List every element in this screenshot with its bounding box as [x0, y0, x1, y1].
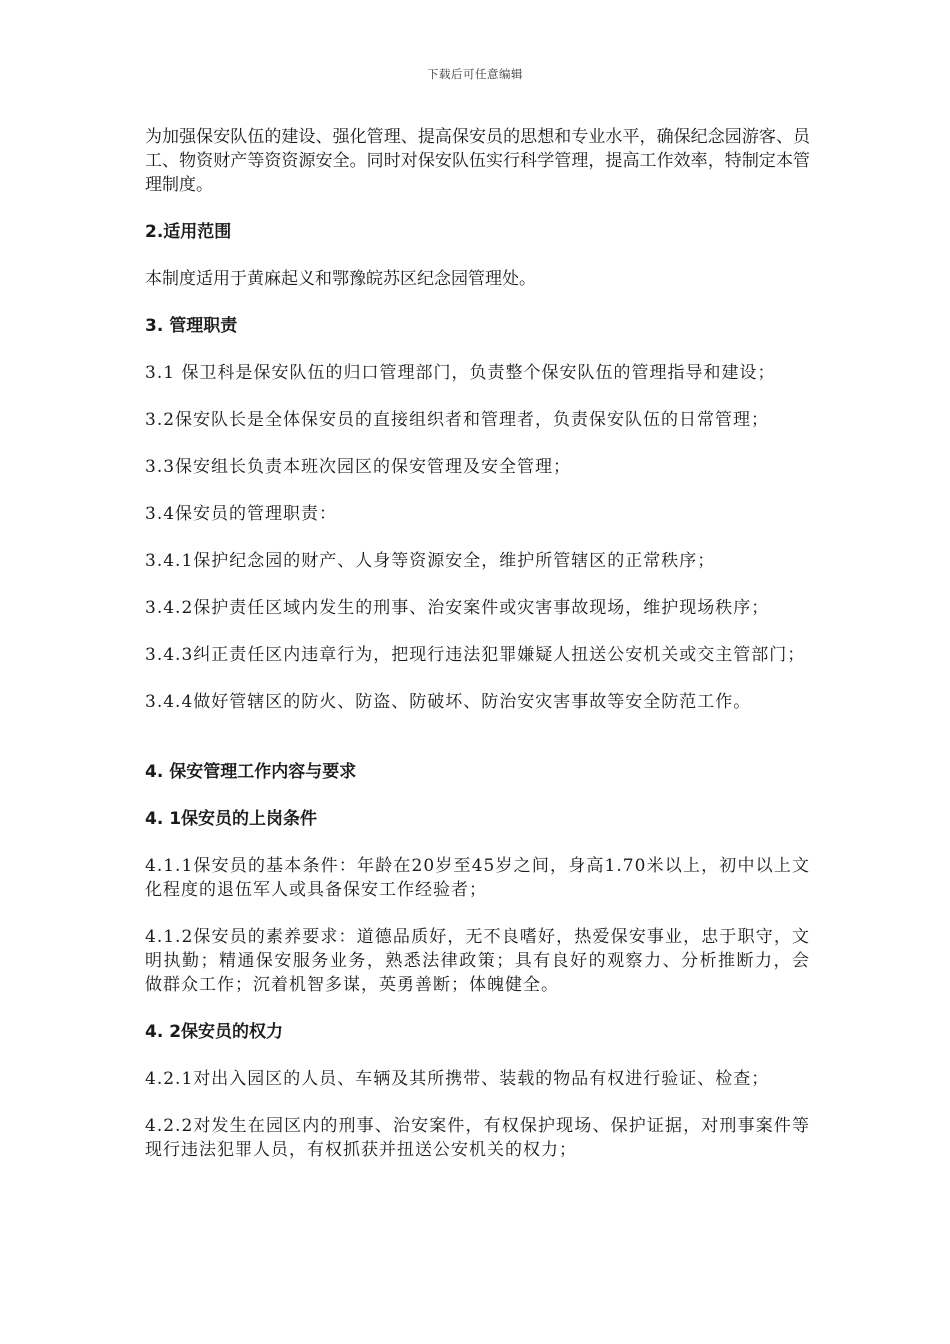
clause-3-3: 3.3保安组长负责本班次园区的保安管理及安全管理；: [145, 457, 572, 477]
section-4-1-heading: 4. 1保安员的上岗条件: [145, 809, 318, 829]
clause-4-2-1: 4.2.1对出入园区的人员、车辆及其所携带、装载的物品有权进行验证、检查；: [145, 1069, 770, 1089]
section-2-body: 本制度适用于黄麻起义和鄂豫皖苏区纪念园管理处。: [145, 269, 536, 289]
clause-4-2-2: 4.2.2对发生在园区内的刑事、治安案件，有权保护现场、保护证据，对刑事案件等现行违法犯罪人员，有权抓获并扭送公安机关的权力；: [145, 1116, 810, 1160]
clause-3-4-3: 3.4.3纠正责任区内违章行为，把现行违法犯罪嫌疑人扭送公安机关或交主管部门；: [145, 645, 806, 665]
section-2-heading: 2.适用范围: [145, 222, 232, 242]
clause-3-2: 3.2保安队长是全体保安员的直接组织者和管理者，负责保安队伍的日常管理；: [145, 410, 770, 430]
clause-3-1: 3.1 保卫科是保安队伍的归口管理部门，负责整个保安队伍的管理指导和建设；: [145, 363, 776, 383]
page-header: 下载后可任意编辑: [427, 67, 523, 81]
clause-4-1-2: 4.1.2保安员的素养要求：道德品质好，无不良嗜好，热爱保安事业，忠于职守，文明执勤；精通保安服务业务，熟悉法律政策；具有良好的观察力、分析推断力，会做群众工作；沉着机智多谋，英勇善断；体魄健全。: [145, 927, 810, 995]
clause-4-1-1: 4.1.1保安员的基本条件：年龄在20岁至45岁之间，身高1.70米以上，初中以上文化程度的退伍军人或具备保安工作经验者；: [145, 856, 810, 900]
intro-paragraph: 为加强保安队伍的建设、强化管理、提高保安员的思想和专业水平，确保纪念园游客、员工、物资财产等资资源安全。同时对保安队伍实行科学管理，提高工作效率，特制定本管理制度。: [145, 127, 810, 195]
section-3-heading: 3. 管理职责: [145, 316, 238, 336]
clause-3-4-2: 3.4.2保护责任区域内发生的刑事、治安案件或灾害事故现场，维护现场秩序；: [145, 598, 770, 618]
section-4-heading: 4. 保安管理工作内容与要求: [145, 762, 357, 782]
clause-3-4-4: 3.4.4做好管辖区的防火、防盗、防破坏、防治安灾害事故等安全防范工作。: [145, 692, 752, 712]
clause-3-4: 3.4保安员的管理职责：: [145, 504, 338, 524]
clause-3-4-1: 3.4.1保护纪念园的财产、人身等资源安全，维护所管辖区的正常秩序；: [145, 551, 716, 571]
section-4-2-heading: 4. 2保安员的权力: [145, 1022, 284, 1042]
document-body: [145, 125, 810, 1162]
